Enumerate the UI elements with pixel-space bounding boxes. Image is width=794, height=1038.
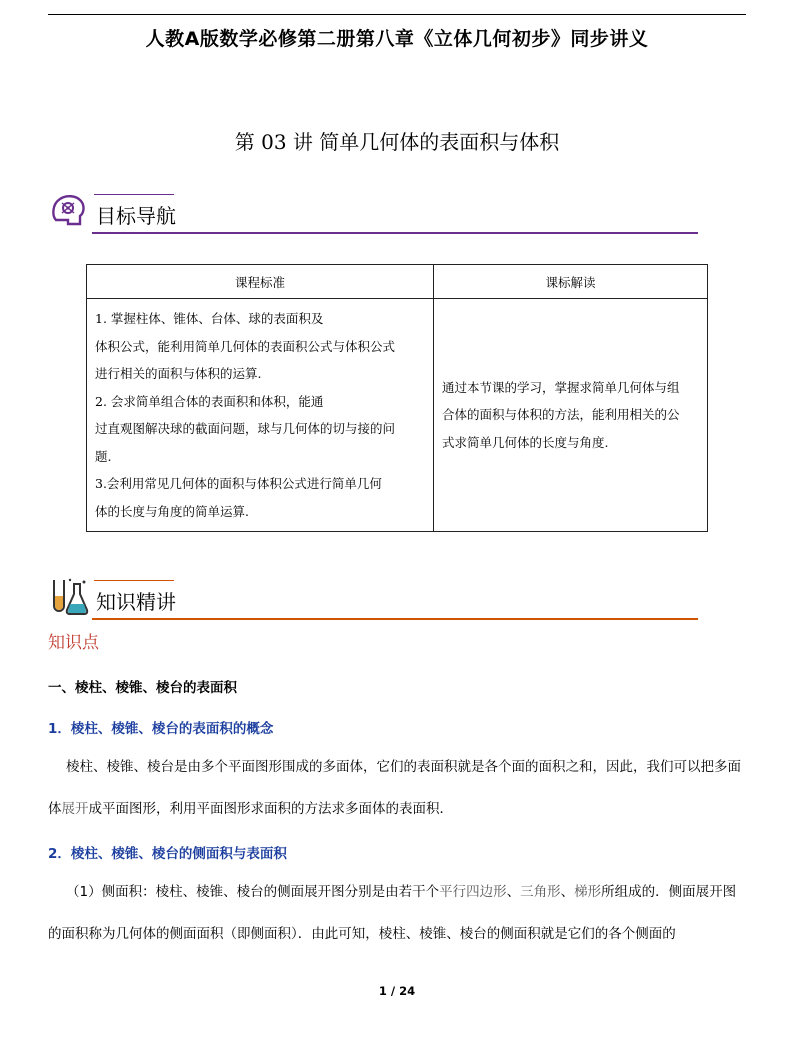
- section-knowledge-label: 知识精讲: [96, 590, 176, 614]
- table-header-row: [87, 265, 708, 299]
- section-goal-header: [48, 190, 698, 234]
- flask-icon: [48, 576, 90, 618]
- paragraph-text: 成平面图形，利用平面图形求面积的方法求多面体的表面积．: [88, 801, 453, 817]
- subheading-lateral-area: 2．棱柱、棱锥、棱台的侧面积与表面积: [48, 846, 287, 862]
- subheading-concept: 1．棱柱、棱锥、棱台的表面积的概念: [48, 721, 274, 737]
- section-knowledge-accent-line: [94, 580, 174, 581]
- standard-line: 体的长度与角度的简单运算.: [95, 503, 249, 519]
- paragraph-text: 、: [560, 884, 575, 900]
- standard-line: 过直观图解决球的截面问题，球与几何体的切与接的问: [95, 421, 396, 436]
- interpretation-line: 式求简单几何体的长度与角度.: [442, 434, 609, 450]
- document-header: 人教A版数学必修第二册第八章《立体几何初步》同步讲义: [145, 28, 649, 50]
- table-cell-standard: [87, 299, 434, 532]
- paragraph-term: 平行四边形: [439, 884, 507, 900]
- interpretation-line: 通过本节课的学习，掌握求简单几何体与组: [442, 379, 680, 395]
- table-header-standard: 课程标准: [87, 265, 434, 299]
- standard-line: 题.: [95, 448, 112, 464]
- paragraph-text: 棱柱、棱锥、棱台是由多个平面图形围成的多面体，它们的表面积就是各个面的面积之和，因此，我们可以把多面体: [48, 759, 741, 817]
- interpretation-line: 合体的面积与体积的方法，能利用相关的公: [442, 407, 680, 423]
- standard-line: 2. 会求简单组合体的表面积和体积，能通: [95, 393, 324, 409]
- section-knowledge-underline: [92, 618, 698, 620]
- knowledge-point-label: 知识点: [48, 633, 99, 653]
- paragraph-lateral-area: [48, 871, 746, 955]
- page-number: 1 / 24: [378, 984, 416, 998]
- section-knowledge-header: [48, 576, 698, 620]
- table-header-interpretation: 课标解读: [434, 265, 708, 299]
- section-goal-label: 目标导航: [96, 204, 176, 228]
- paragraph-text: （1）侧面积：棱柱、棱锥、棱台的侧面展开图分别是由若干个: [66, 884, 440, 900]
- paragraph-term: 三角形: [520, 884, 561, 900]
- paragraph-concept: [48, 746, 746, 830]
- standard-line: 3.会利用常见几何体的面积与体积公式进行简单几何: [95, 476, 382, 491]
- standard-line: 1. 掌握柱体、锥体、台体、球的表面积及: [95, 311, 324, 326]
- paragraph-text: 、: [506, 884, 521, 900]
- section-goal-underline: [92, 232, 698, 234]
- paragraph-term: 展开: [61, 801, 89, 817]
- paragraph-term: 梯形: [574, 884, 602, 900]
- section-goal-accent-line: [94, 194, 174, 195]
- standard-line: 体积公式，能利用简单几何体的表面积公式与体积公式: [95, 338, 396, 354]
- heading-surface-area: 一、棱柱、棱锥、棱台的表面积: [48, 680, 237, 696]
- brain-gears-icon: [48, 190, 90, 232]
- table-cell-interpretation: [434, 299, 708, 532]
- lesson-title: 第 03 讲 简单几何体的表面积与体积: [234, 130, 560, 154]
- standard-line: 进行相关的面积与体积的运算.: [95, 366, 262, 381]
- paragraph-text: 所组成的．侧面展开图的面积称为几何体的侧面面积（即侧面积）．由此可知，棱柱、棱锥、棱台的侧面积就是它们的各个侧面的: [48, 884, 737, 942]
- curriculum-table: [86, 264, 708, 532]
- header-rule: [48, 14, 746, 15]
- table-row: [87, 299, 708, 532]
